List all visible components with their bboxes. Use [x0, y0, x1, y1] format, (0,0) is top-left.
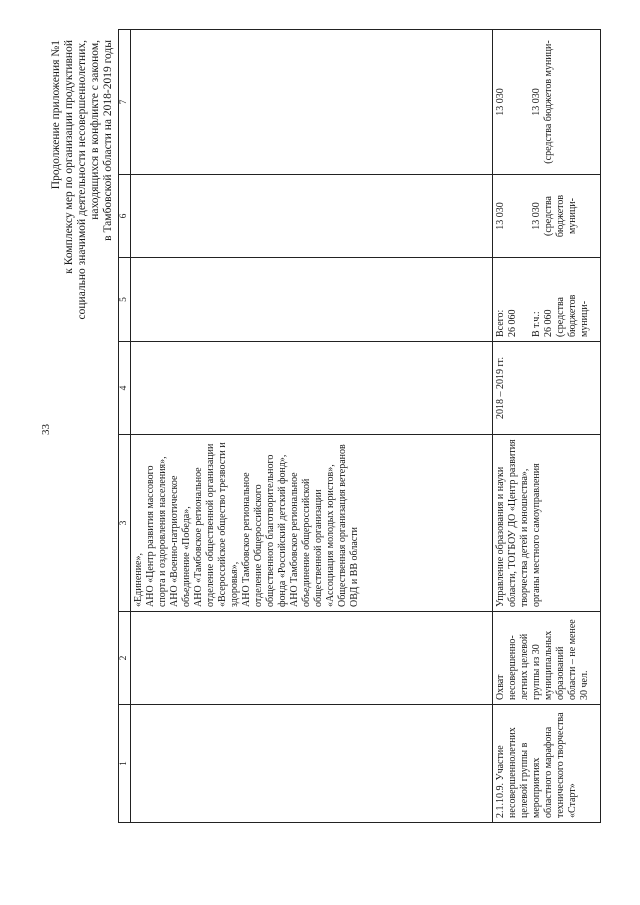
table-cell	[131, 705, 493, 823]
column-header-3: 3	[119, 435, 131, 612]
measure-name-cell: 2.1.10.9. Участие несовершеннолетних целевой группы в мероприятиях областного марафона технического творчества «Старт»	[493, 705, 601, 823]
header-row	[119, 30, 131, 823]
header-line-2: к Комплексу мер по организации продуктивной	[63, 40, 75, 274]
column-header-6: 6	[119, 175, 131, 258]
header-line-4: находящихся в конфликте с законом,	[89, 40, 101, 220]
header-line-1: Продолжение приложения №1	[50, 40, 62, 190]
measures-table	[118, 29, 601, 823]
column-header-1: 1	[119, 705, 131, 823]
executors-cell: «Единение», АНО «Центр развития массового спорта и оздоровления населения», АНО «Военно-патриотическое объединение «Победа», АНО «Тамбовское региональное отделение общественной организации «Всероссийское общество трезвости и здоровья», АНО Тамбовское региональное отделение Общероссийского общественного благотворительного фонда «Российский детский фонд», АНО Тамбовское региональное объединение общероссийской общественной организации «Ассоциация молодых юристов», Общественная организация ветеранов ОВД и ВВ области	[131, 435, 493, 612]
page-number: 33	[40, 424, 52, 435]
header-line-3: социально значимой деятельности несовершеннолетних,	[76, 40, 88, 320]
table-cell	[131, 30, 493, 175]
period-cell: 2018 – 2019 гг.	[493, 342, 601, 435]
funding-2018-cell: 13 030 13 030 (средства бюджетов муници-	[493, 175, 601, 258]
table-cell	[131, 258, 493, 342]
table-cell	[131, 175, 493, 258]
target-indicator-cell: Охват несовершенно-летних целевой группы из 30 муниципальных образований области – не менее 30 чел.	[493, 612, 601, 705]
column-header-4: 4	[119, 342, 131, 435]
column-header-5: 5	[119, 258, 131, 342]
column-header-2: 2	[119, 612, 131, 705]
funding-total-cell: Всего: 26 060 В т.ч.: 26 060 (средства бюджетов муници-	[493, 258, 601, 342]
appendix-header	[50, 40, 115, 460]
column-header-7: 7	[119, 30, 131, 175]
header-line-5: в Тамбовской области на 2018-2019 годы	[102, 40, 114, 241]
table-row	[493, 30, 601, 823]
table-row	[131, 30, 493, 823]
funding-2019-cell: 13 030 13 030 (средства бюджетов муници-	[493, 30, 601, 175]
table-cell	[131, 342, 493, 435]
table-cell	[131, 612, 493, 705]
executors-cell: Управление образования и науки области, ТОГБОУ ДО «Центр развития творчества детей и юношества», органы местного самоуправления	[493, 435, 601, 612]
